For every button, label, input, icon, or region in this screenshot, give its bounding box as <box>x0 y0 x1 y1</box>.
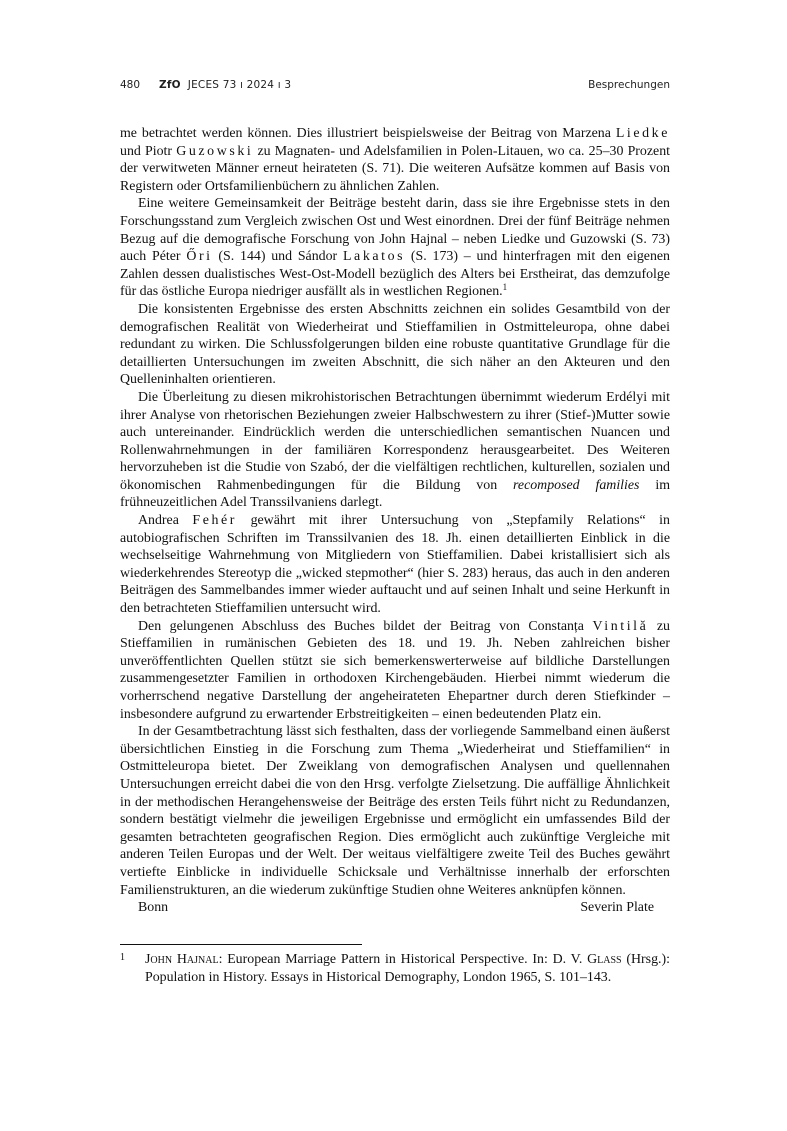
running-header <box>120 77 670 93</box>
paragraph <box>120 301 670 389</box>
author-name: Fehér <box>192 513 238 529</box>
journal-abbreviation: ZfO <box>159 79 181 91</box>
text-run: Den gelungenen Abschluss des Buches bildet der Beitrag von Constanța <box>138 618 593 634</box>
footnote-editor: Glass <box>587 952 622 967</box>
signature-line <box>120 899 670 917</box>
paragraph <box>120 512 670 618</box>
author-name: Vintilă <box>592 618 649 634</box>
paragraph <box>120 125 670 195</box>
text-run: Andrea <box>138 513 193 529</box>
text-run: zu Magnaten- und Adelsfamilien in Polen-Litauen, wo ca. 25–30 Prozent der verwitweten Männer erneut heirateten (S. 71). Die weiteren Aufsätze kommen auf Basis von Registern oder Ortsfamilienbüchern zu ähnlichen Zahlen. <box>120 143 671 194</box>
footnote-separator <box>120 944 362 945</box>
footnote <box>120 951 670 986</box>
section-title: Besprechungen <box>588 79 670 91</box>
paragraph <box>120 195 670 301</box>
footnote-reference: 1 <box>502 282 508 293</box>
paragraph <box>120 389 670 512</box>
paragraph-list <box>120 125 670 899</box>
footnote-text <box>145 951 670 986</box>
text-run: im frühneuzeitlichen Adel Transsilvaniens darlegt. <box>120 477 670 511</box>
paragraph <box>120 618 670 724</box>
signature-author: Severin Plate <box>580 900 654 916</box>
text-run: (S. 173) – und hinterfragen mit den eigenen Zahlen dessen dualistisches West-Ost-Modell bezüglich des Alters bei Erstheirat, das demzufolge für das östliche Europa niedriger ausfällt als in westlichen Regionen. <box>120 249 670 300</box>
signature-place: Bonn <box>138 900 169 916</box>
text-run: Eine weitere Gemeinsamkeit der Beiträge besteht darin, dass sie ihre Ergebnisse stets in den Forschungsstand zum Vergleich zwischen Ost und West einordnen. Drei der fünf Beiträge nehmen Bezug auf die demografische Forschung von John Hajnal – neben Liedke und Guzowski (S. 73) auch Péter <box>120 196 670 265</box>
text-run: (S. 144) und Sándor <box>212 249 343 265</box>
footnote-text-b: (Hrsg.): Population in History. Essays in Historical Demography, London 1965, S. 101–143. <box>145 952 670 985</box>
author-name: Guzowski <box>176 143 254 159</box>
author-name: Liedke <box>615 126 670 141</box>
paragraph <box>120 723 670 899</box>
text-run: zu Stieffamilien in rumänischen Gebieten des 18. und 19. Jh. Neben zahlreichen bisher unveröffentlichten Quellen stützt sie sich bemerkenswerterweise auf bildliche Darstellungen zusammengesetzter Familien in orthodoxen Kirchengebäuden. Hierbei nimmt wiederum die vorherrschend negative Darstellung der angeheirateten Ehepartner durch deren Stiefkinder – insbesondere aufgrund zu erwartender Erbstreitigkeiten – einen bedeutenden Platz ein. <box>120 618 670 722</box>
footnote-author-last: Hajnal <box>176 952 219 967</box>
page-number: 480 <box>120 79 141 91</box>
author-name: Lakatos <box>342 249 406 265</box>
text-run: gewährt mit ihrer Untersuchung von „Stepfamily Relations“ in autobiografischen Schriften im Transsilvanien des 18. Jh. einen detaillierten Einblick in die wechselseitige Wahrnehmung von Mitgliedern von Stieffamilien. Dabei kristallisiert sich als wiederkehrendes Stereotyp die „wicked stepmother“ (hier S. 283) heraus, das auch in den anderen Beiträgen des Sammelbandes immer wieder auftaucht und auf seinen Inhalt und seine Herkunft in den betrachteten Stieffamilien untersucht wird. <box>120 513 670 617</box>
journal-issue: JECES 73 ı 2024 ı 3 <box>187 79 292 91</box>
author-name: Őri <box>186 249 213 265</box>
text-run: Die Überleitung zu diesen mikrohistorischen Betrachtungen übernimmt wiederum Erdélyi mit ihrer Analyse von rhetorischen Beziehungen zweier Halbschwestern zu ihrer (Stief-)Mutter sowie auch untereinander. Eindrücklich werden die unterschiedlichen semantischen Nuancen und Rollenwahrnehmungen in der familiären Korrespondenz herausgearbeitet. Des Weiteren hervorzuheben ist die Studie von Szabó, der die vielfältigen rechtlichen, kulturellen, sozialen und ökonomischen Rahmenbedingungen für die Bildung von <box>120 389 670 493</box>
text-run: me betrachtet werden können. Dies illustriert beispielsweise der Beitrag von Marzena <box>120 126 616 141</box>
text-run: recomposed families <box>513 477 640 493</box>
footnote-number: 1 <box>120 952 125 963</box>
journal-title <box>159 77 291 93</box>
footnote-author-first: John <box>145 952 173 967</box>
text-run: In der Gesamtbetrachtung lässt sich festhalten, dass der vorliegende Sammelband einen äußerst übersichtlichen Einstieg in die Forschung zum Thema „Wiederheirat und Stieffamilien“ in Ostmitteleuropa bietet. Der Zweiklang von demografischen Analysen und quellennahen Untersuchungen erreicht dabei die von den Hrsg. verfolgte Zielsetzung. Die auffällige Ähnlichkeit in der methodischen Herangehensweise der Beiträge des ersten Teils führt nicht zu Redundanzen, sondern bestätigt vielmehr die jeweiligen Ergebnisse und ermöglicht ein umfassendes Bild der gesamten betrachteten geografischen Region. Dies ermöglicht auch zukünftige Vergleiche mit anderen Teilen Europas und der Welt. Der weitaus vielfältigere zweite Teil des Buches gewährt vertiefte Einblicke in individuelle Schicksale und Verhältnisse innerhalb der erforschten Familienstrukturen, an die wiederum zukünftige Studien ohne Weiteres anknüpfen können. <box>120 724 670 898</box>
text-run: und Piotr <box>120 143 177 159</box>
text-run: Die konsistenten Ergebnisse des ersten Abschnitts zeichnen ein solides Gesamtbild von der demografischen Realität von Wiederheirat und Stieffamilien in Ostmitteleuropa, ohne dabei redundant zu wirken. Die Schlussfolgerungen bilden eine robuste quantitative Grundlage für die detaillierten Untersuchungen im zweiten Abschnitt, die sich näher an den Akteuren und den Quelleninhalten orientieren. <box>120 301 670 388</box>
footnote-text-a: : European Marriage Pattern in Historical Perspective. In: D. V. <box>218 952 588 967</box>
body-text <box>120 125 670 917</box>
